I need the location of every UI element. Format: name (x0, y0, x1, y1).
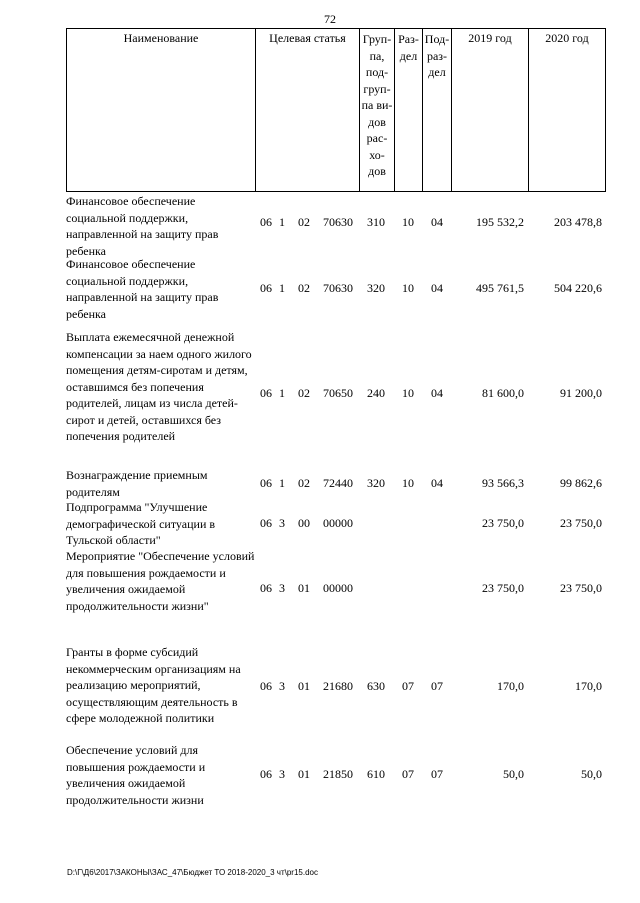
row-name: Вознаграждение приемным родителям (66, 468, 208, 499)
target-subprogram: 3 (279, 516, 285, 530)
target-program: 06 (260, 581, 272, 595)
table-row (66, 499, 606, 549)
amount-2020: 23 750,0 (560, 516, 602, 530)
amount-2019: 81 600,0 (482, 386, 524, 400)
row-name: Обеспечение условий для повышения рождаемости и увеличения ожидаемой продолжительности жизни (66, 743, 206, 807)
amount-2019: 170,0 (497, 679, 524, 693)
amount-2020: 99 862,6 (560, 476, 602, 490)
header-section-line: Раз- (398, 32, 419, 46)
footer-file-path: D:\Г\Д6\2017\ЗАКОНЫ\ЗАС_47\Бюджет ТО 2018-2020_3 чт\pr15.doc (67, 868, 318, 877)
target-program: 06 (260, 476, 272, 490)
table-row (66, 256, 606, 322)
target-event: 02 (298, 476, 310, 490)
table-row (66, 193, 606, 259)
header-group-line: груп- (363, 81, 391, 96)
header-group (359, 28, 394, 192)
section: 10 (402, 476, 414, 490)
header-group-line: рас- (366, 131, 388, 145)
amount-2019: 93 566,3 (482, 476, 524, 490)
amount-2019: 23 750,0 (482, 581, 524, 595)
amount-2020: 23 750,0 (560, 581, 602, 595)
target-event: 01 (298, 767, 310, 781)
target-direction: 70630 (323, 281, 353, 295)
target-program: 06 (260, 767, 272, 781)
header-name: Наименование (66, 28, 255, 192)
expense-group: 630 (367, 679, 385, 693)
expense-group: 240 (367, 386, 385, 400)
header-group-line: дов (368, 114, 386, 129)
header-section-line: дел (399, 48, 418, 63)
target-event: 02 (298, 281, 310, 295)
header-subsection (422, 28, 451, 192)
header-target-article: Целевая статья (255, 28, 359, 192)
header-group-line: Груп- (362, 32, 392, 46)
amount-2019: 495 761,5 (476, 281, 524, 295)
section: 10 (402, 281, 414, 295)
section: 07 (402, 679, 414, 693)
target-direction: 70630 (323, 215, 353, 229)
header-group-line: хо- (369, 147, 385, 162)
target-program: 06 (260, 516, 272, 530)
header-group-line: дов (368, 164, 386, 178)
header-subsection-line: раз- (426, 48, 448, 63)
expense-group: 610 (367, 767, 385, 781)
target-direction: 70650 (323, 386, 353, 400)
target-direction: 00000 (323, 516, 353, 530)
table-row (66, 548, 606, 631)
target-program: 06 (260, 281, 272, 295)
table-row (66, 329, 606, 461)
row-name: Выплата ежемесячной денежной компенсации за наем одного жилого помещения детям-сиротам и детям, оставшимся без попечения родителей, лицам из числа детей-сирот и детей, оставшихся без попечения родителей (66, 330, 252, 443)
expense-group: 320 (367, 476, 385, 490)
amount-2019: 23 750,0 (482, 516, 524, 530)
amount-2020: 504 220,6 (554, 281, 602, 295)
amount-2019: 50,0 (503, 767, 524, 781)
subsection: 04 (431, 386, 443, 400)
subsection: 04 (431, 215, 443, 229)
target-event: 01 (298, 581, 310, 595)
target-event: 00 (298, 516, 310, 530)
amount-2019: 195 532,2 (476, 215, 524, 229)
target-subprogram: 1 (279, 476, 285, 490)
subsection: 07 (431, 679, 443, 693)
target-subprogram: 3 (279, 767, 285, 781)
section: 10 (402, 386, 414, 400)
target-event: 02 (298, 386, 310, 400)
target-program: 06 (260, 215, 272, 229)
table-row (66, 644, 606, 727)
header-group-line: под- (365, 65, 389, 79)
target-subprogram: 3 (279, 581, 285, 595)
row-name: Подпрограмма "Улучшение демографической ситуации в Тульской области" (66, 500, 216, 547)
amount-2020: 170,0 (575, 679, 602, 693)
target-subprogram: 3 (279, 679, 285, 693)
expense-group: 310 (367, 215, 385, 229)
header-subsection-line: дел (428, 65, 446, 79)
subsection: 04 (431, 476, 443, 490)
row-name: Финансовое обеспечение социальной поддержки, направленной на защиту прав ребенка (66, 194, 219, 258)
target-subprogram: 1 (279, 281, 285, 295)
table-row (66, 742, 606, 808)
expense-group: 320 (367, 281, 385, 295)
target-direction: 72440 (323, 476, 353, 490)
row-name: Финансовое обеспечение социальной поддержки, направленной на защиту прав ребенка (66, 257, 219, 321)
header-2020: 2020 год (528, 28, 606, 192)
section: 07 (402, 767, 414, 781)
target-direction: 21850 (323, 767, 353, 781)
amount-2020: 203 478,8 (554, 215, 602, 229)
target-direction: 00000 (323, 581, 353, 595)
amount-2020: 91 200,0 (560, 386, 602, 400)
subsection: 04 (431, 281, 443, 295)
target-direction: 21680 (323, 679, 353, 693)
target-subprogram: 1 (279, 386, 285, 400)
target-event: 02 (298, 215, 310, 229)
section: 10 (402, 215, 414, 229)
header-group-line: па ви- (361, 98, 393, 112)
header-subsection-line: Под- (424, 32, 450, 46)
target-program: 06 (260, 679, 272, 693)
amount-2020: 50,0 (581, 767, 602, 781)
page-number: 72 (324, 12, 336, 26)
table-row (66, 467, 606, 501)
target-subprogram: 1 (279, 215, 285, 229)
header-2019: 2019 год (451, 28, 528, 192)
subsection: 07 (431, 767, 443, 781)
row-name: Мероприятие "Обеспечение условий для повышения рождаемости и увеличения ожидаемой продолжительности жизни" (66, 549, 255, 613)
header-group-line: па, (369, 48, 385, 63)
row-name: Гранты в форме субсидий некоммерческим организациям на реализацию мероприятий, осуществляющим деятельность в сфере молодежной политики (66, 645, 241, 725)
target-program: 06 (260, 386, 272, 400)
header-section (394, 28, 422, 192)
target-event: 01 (298, 679, 310, 693)
